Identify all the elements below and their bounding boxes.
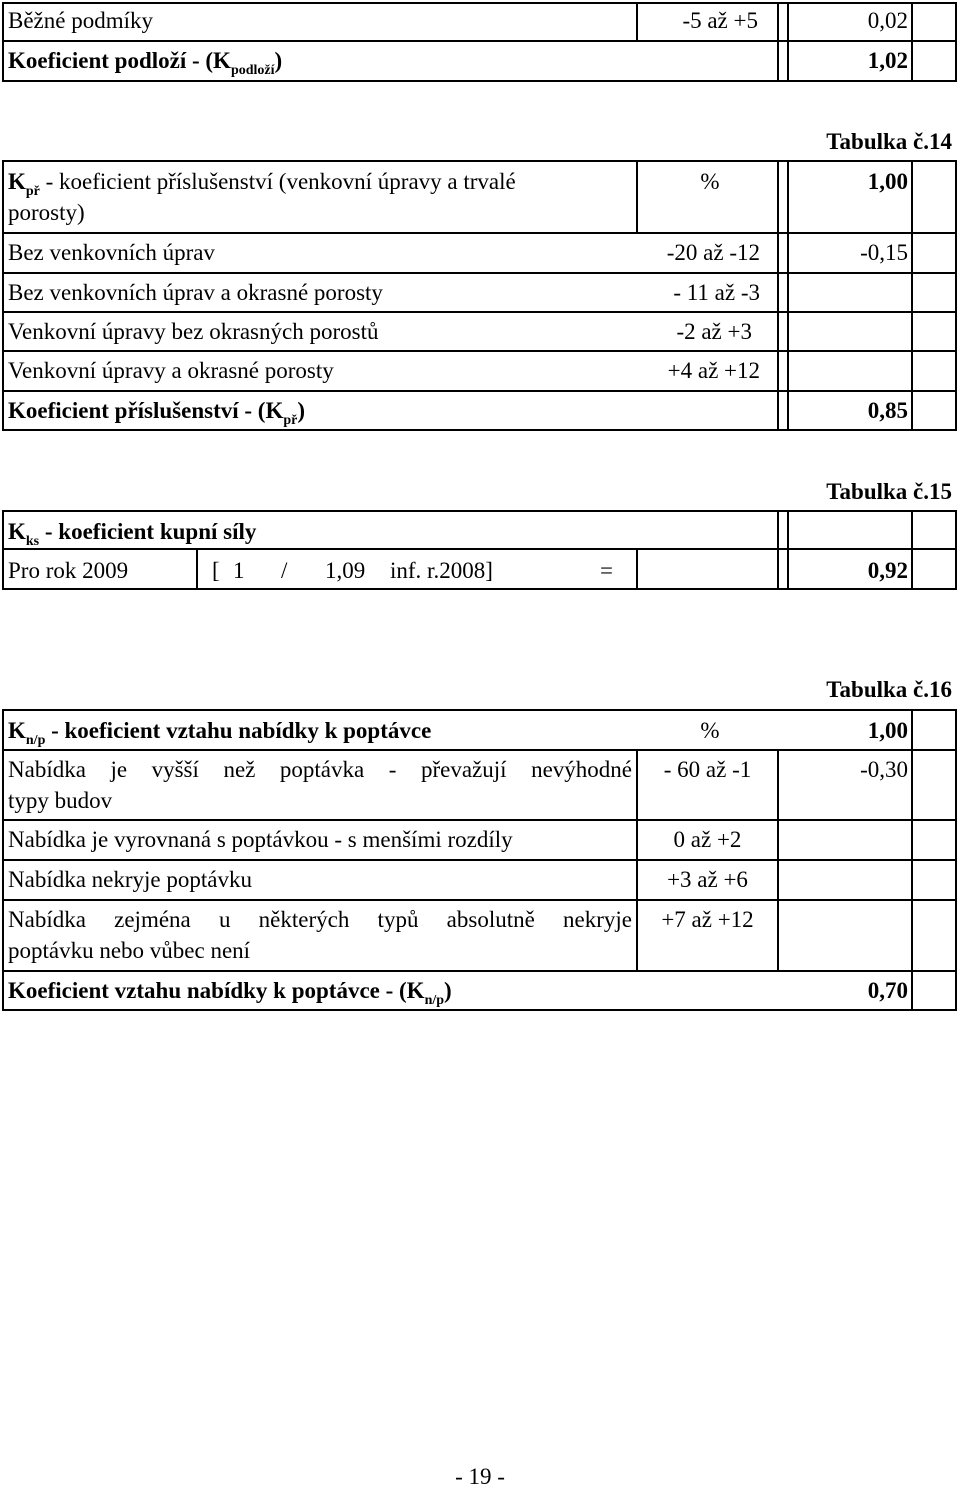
total-label: Koeficient příslušenství - $(K_{př})$ — [8, 398, 306, 428]
row-label-line2: typy budov — [8, 788, 113, 813]
column-divider — [787, 160, 789, 431]
row-range: +3 až +6 — [667, 867, 748, 892]
row-range: 0 až +2 — [673, 827, 742, 852]
formula-numerator: 1 — [233, 558, 245, 583]
row-label-line2: poptávku nebo vůbec není — [8, 938, 251, 963]
column-divider — [636, 749, 638, 971]
column-divider — [911, 510, 913, 590]
page-number: - 19 - — [455, 1464, 505, 1489]
column-divider — [636, 2, 638, 41]
row-label: Nabídka zejména u některých typů absolutně nekryje — [8, 907, 632, 932]
column-divider — [787, 2, 789, 82]
total-label: Koeficient vztahu nabídky k poptávce - $(K_{n/p})$ — [8, 978, 452, 1008]
row-divider — [2, 548, 957, 550]
formula-bracket: [ — [212, 558, 220, 583]
row-divider — [2, 859, 957, 861]
row-range: +7 až +12 — [661, 907, 754, 932]
header-label: $K_{n/p}$ - koeficient vztahu nabídky k poptávce — [8, 718, 432, 748]
row-label: Venkovní úpravy a okrasné porosty — [8, 358, 334, 383]
formula-slash: / — [281, 558, 288, 583]
formula-rate: 1,09 — [325, 558, 366, 583]
column-divider — [636, 548, 638, 590]
column-divider — [777, 749, 779, 971]
total-value: 0,85 — [867, 398, 908, 423]
row-range: - 60 až -1 — [663, 757, 752, 782]
row-divider — [2, 819, 957, 821]
row-label: Běžné podmíky — [8, 8, 153, 33]
total-label: Koeficient podloží - $(K_{podloží})$ — [8, 48, 283, 78]
total-value: 0,70 — [867, 978, 908, 1003]
row-range: -20 až -12 — [666, 240, 760, 265]
row-label: Nabídka je vyrovnaná s poptávkou - s menšími rozdíly — [8, 827, 513, 852]
row-value: -0,30 — [860, 757, 908, 782]
row-value: -0,15 — [860, 240, 908, 265]
column-divider — [196, 548, 198, 590]
row-divider — [2, 350, 957, 352]
column-divider — [777, 510, 779, 590]
row-label: Pro rok 2009 — [8, 558, 129, 583]
column-divider — [777, 160, 779, 431]
table-caption: Tabulka č.16 — [826, 677, 952, 702]
column-divider — [787, 510, 789, 590]
row-divider — [2, 311, 957, 313]
row-label: Bez venkovních úprav — [8, 240, 215, 265]
header-unit: % — [700, 718, 720, 743]
row-label: Nabídka je vyšší než poptávka - převažují nevýhodné — [8, 757, 632, 782]
row-label: Bez venkovních úprav a okrasné porosty — [8, 280, 383, 305]
row-label: Nabídka nekryje poptávku — [8, 867, 252, 892]
table-caption: Tabulka č.14 — [826, 129, 952, 154]
table-caption: Tabulka č.15 — [826, 479, 952, 504]
row-range: +4 až +12 — [667, 358, 760, 383]
header-value: 1,00 — [867, 169, 908, 194]
formula-equals: = — [600, 558, 613, 583]
row-value: 0,02 — [867, 8, 908, 33]
row-divider — [2, 272, 957, 274]
header-label: $K_{př}$ - koeficient příslušenství (venkovní úpravy a trvalé — [8, 169, 516, 199]
row-label: Venkovní úpravy bez okrasných porostů — [8, 319, 379, 344]
row-range: -5 až +5 — [682, 8, 758, 33]
row-value: 0,92 — [867, 558, 908, 583]
header-value: 1,00 — [867, 718, 908, 743]
column-divider — [777, 2, 779, 82]
row-range: -2 až +3 — [676, 319, 752, 344]
row-divider — [2, 970, 957, 972]
header-label-line2: porosty) — [8, 200, 85, 225]
row-range: - 11 až -3 — [673, 280, 760, 305]
column-divider — [911, 160, 913, 431]
column-divider — [911, 709, 913, 1011]
column-divider — [911, 2, 913, 82]
row-divider — [2, 232, 957, 234]
row-divider — [2, 40, 957, 42]
header-unit: % — [700, 169, 720, 194]
row-divider — [2, 749, 957, 751]
total-value: 1,02 — [867, 48, 908, 73]
column-divider — [636, 160, 638, 233]
formula-inflation: inf. r.2008] — [390, 558, 493, 583]
header-label: $K_{ks}$ - koeficient kupní síly — [8, 519, 257, 549]
row-divider — [2, 390, 957, 392]
row-divider — [2, 899, 957, 901]
